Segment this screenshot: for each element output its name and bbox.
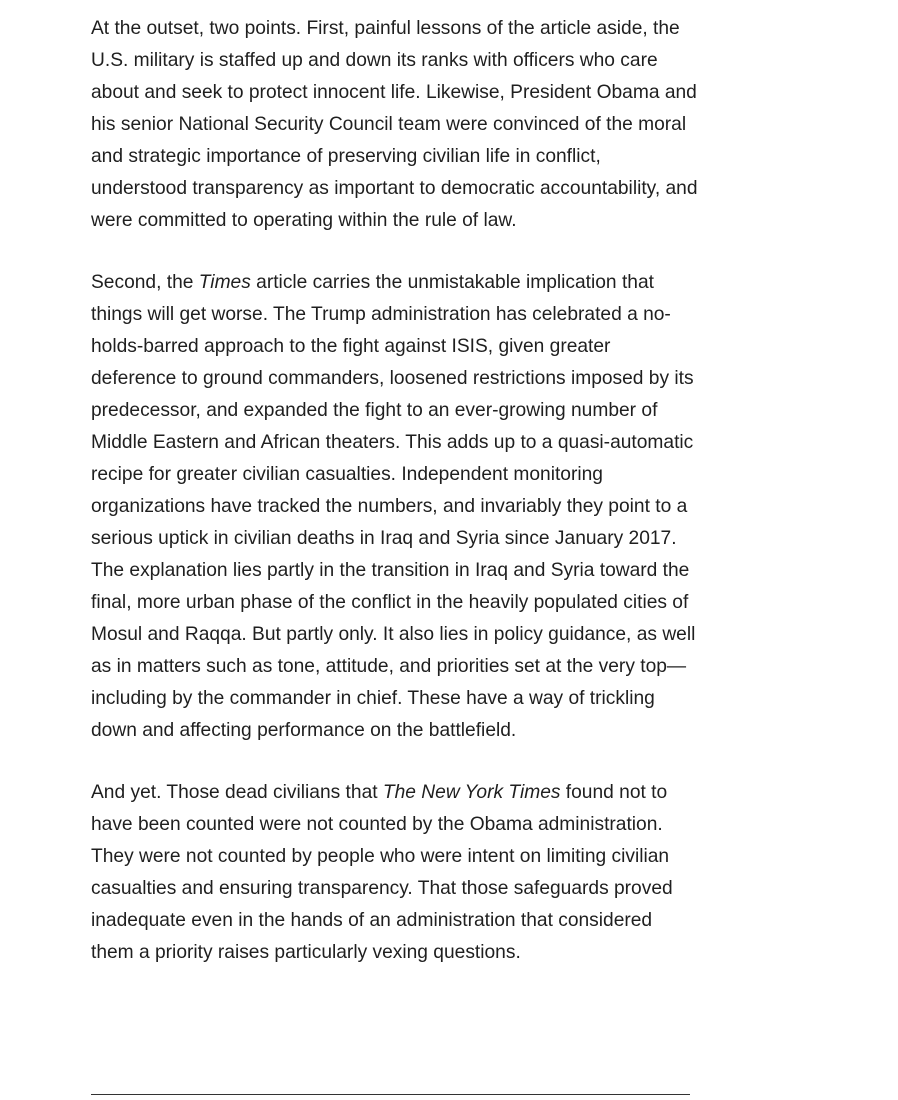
paragraph-outset (91, 13, 698, 237)
paragraph-second-text-after: article carries the unmistakable implication that things will get worse. The Trump administration has celebrated a no-holds-barred approach to the fight against ISIS, given greater deference to ground commanders, loosened restrictions imposed by its predecessor, and expanded the fight to an ever-growing number of Middle Eastern and African theaters. This adds up to a quasi-automatic recipe for greater civilian casualties. Independent monitoring organizations have tracked the numbers, and invariably they point to a serious uptick in civilian deaths in Iraq and Syria since January 2017. The explanation lies partly in the transition in Iraq and Syria toward the final, more urban phase of the conflict in the heavily populated cities of Mosul and Raqqa. But partly only. It also lies in policy guidance, as well as in matters such as tone, attitude, and priorities set at the very top—including by the commander in chief. These have a way of trickling down and affecting performance on the battlefield. (91, 272, 696, 741)
section-divider (91, 1094, 690, 1095)
paragraph-and-yet (91, 777, 698, 969)
times-emphasis: Times (198, 272, 251, 293)
paragraph-and-yet-text-before: And yet. Those dead civilians that (91, 782, 383, 803)
article-body (91, 13, 698, 969)
paragraph-second (91, 267, 698, 747)
nyt-emphasis: The New York Times (382, 782, 561, 803)
paragraph-outset-text: At the outset, two points. First, painful lessons of the article aside, the U.S. military is staffed up and down its ranks with officers who care about and seek to protect innocent life. Likewise, President Obama and his senior National Security Council team were convinced of the moral and strategic importance of preserving civilian life in conflict, understood transparency as important to democratic accountability, and were committed to operating within the rule of law. (91, 18, 698, 231)
paragraph-second-text-before: Second, the (91, 272, 199, 293)
paragraph-and-yet-text-after: found not to have been counted were not counted by the Obama administration. They were not counted by people who were intent on limiting civilian casualties and ensuring transparency. That those safeguards proved inadequate even in the hands of an administration that considered them a priority raises particularly vexing questions. (91, 782, 673, 963)
